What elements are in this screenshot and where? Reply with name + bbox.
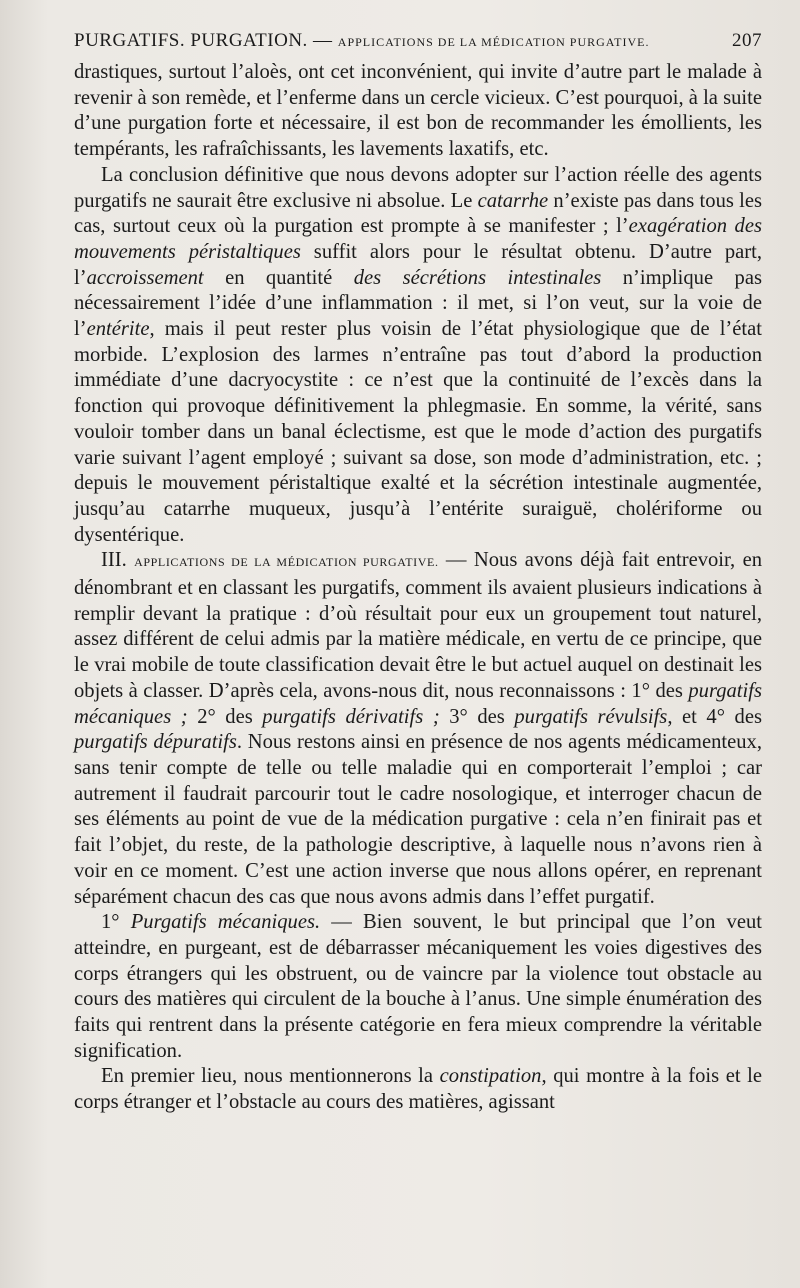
header-titles (74, 30, 649, 52)
header-dash: — (307, 30, 338, 51)
page-number: 207 (732, 30, 762, 51)
running-title: PURGATIFS. PURGATION. (74, 30, 308, 51)
section-heading-applications: APPLICATIONS DE LA MÉDICATION PURGATIVE. (134, 555, 439, 570)
paragraph-1: drastiques, surtout l’aloès, ont cet inconvénient, qui invite d’autre part le malade à revenir à son remède, et l’enferme dans un cercle vicieux. C’est pourquoi, à la suite d’une purgation forte et nécessaire, il est bon de recommander les émollients, les tempérants, les rafraîchissants, les lavements laxatifs, etc. (74, 61, 762, 161)
running-header (74, 30, 762, 52)
paragraph-5: En premier lieu, nous mentionnerons la constipation, qui montre à la fois et le corps étranger et l’obstacle au cours des matières, agissant (74, 1065, 763, 1114)
section-title: APPLICATIONS DE LA MÉDICATION PURGATIVE. (337, 35, 650, 49)
body-text (74, 60, 762, 1116)
paragraph-3: III. APPLICATIONS DE LA MÉDICATION PURGATIVE. — Nous avons déjà fait entrevoir, en dénombrant et en classant les purgatifs, comment ils avaient plusieurs indications à remplir devant la pratique : d’où résultait pour eux un groupement tout naturel, assez différent de celui admis par la matière médicale, en vertu de ce principe, que le vrai mobile de toute classification devait être le but actuel auquel on destinait les objets à classer. D’après cela, avons-nous dit, nous reconnaissons : 1° des purgatifs mécaniques ; 2° des purgatifs dérivatifs ; 3° des purgatifs révulsifs, et 4° des purgatifs dépuratifs. Nous restons ainsi en présence de nos agents médicamenteux, sans tenir compte de telle ou telle maladie qui en comporterait l’emploi ; car autrement il faudrait parcourir tout le cadre nosologique, et interroger chacun de ses éléments au point de vue de la médication purgative : cela n’en finirait pas et fait l’objet, du reste, de la pathologie descriptive, à laquelle nous n’avons rien à voir en ce moment. C’est une action inverse que nous allons opérer, en reprenant séparément chacun des cas que nous avons admis dans l’effet purgatif. (74, 549, 763, 908)
paragraph-4: 1° Purgatifs mécaniques. — Bien souvent, le but principal que l’on veut atteindre, en purgeant, est de débarrasser mécaniquement les voies digestives des corps étrangers qui les obstruent, ou de vaincre par la violence tout obstacle au cours des matières qui circulent de la bouche à l’anus. Une simple énumération des faits qui rentrent dans la présente catégorie en fera mieux comprendre la véritable signification. (74, 911, 763, 1062)
subheading-purgatifs-mecaniques: Purgatifs mécaniques. (130, 911, 321, 934)
paragraph-2: La conclusion définitive que nous devons adopter sur l’action réelle des agents purgatifs ne saurait être exclusive ni absolue. Le catarrhe n’existe pas dans tous les cas, surtout ceux où la purgation est prompte à se manifester ; l’exagération des mouvements péristaltiques suffit alors pour le résultat obtenu. D’autre part, l’accroissement en quantité des sécrétions intestinales n’implique pas nécessairement l’idée d’une inflammation : il met, si l’on veut, sur la voie de l’entérite, mais il peut rester plus voisin de l’état physiologique que de l’état morbide. L’explosion des larmes n’entraîne pas tout d’abord la production immédiate d’une dacryocystite : ce n’est que la continuité de l’excès dans la fonction qui provoque définitivement la phlegmasie. En somme, la vérité, sans vouloir tomber dans un banal éclectisme, est que le mode d’action des purgatifs varie suivant l’agent employé ; suivant sa dose, son mode d’administration, etc. ; depuis le mouvement péristaltique exalté et la sécrétion intestinale augmentée, jusqu’au catarrhe muqueux, jusqu’à l’entérite suraiguë, cholériforme ou dysentérique. (74, 163, 762, 546)
